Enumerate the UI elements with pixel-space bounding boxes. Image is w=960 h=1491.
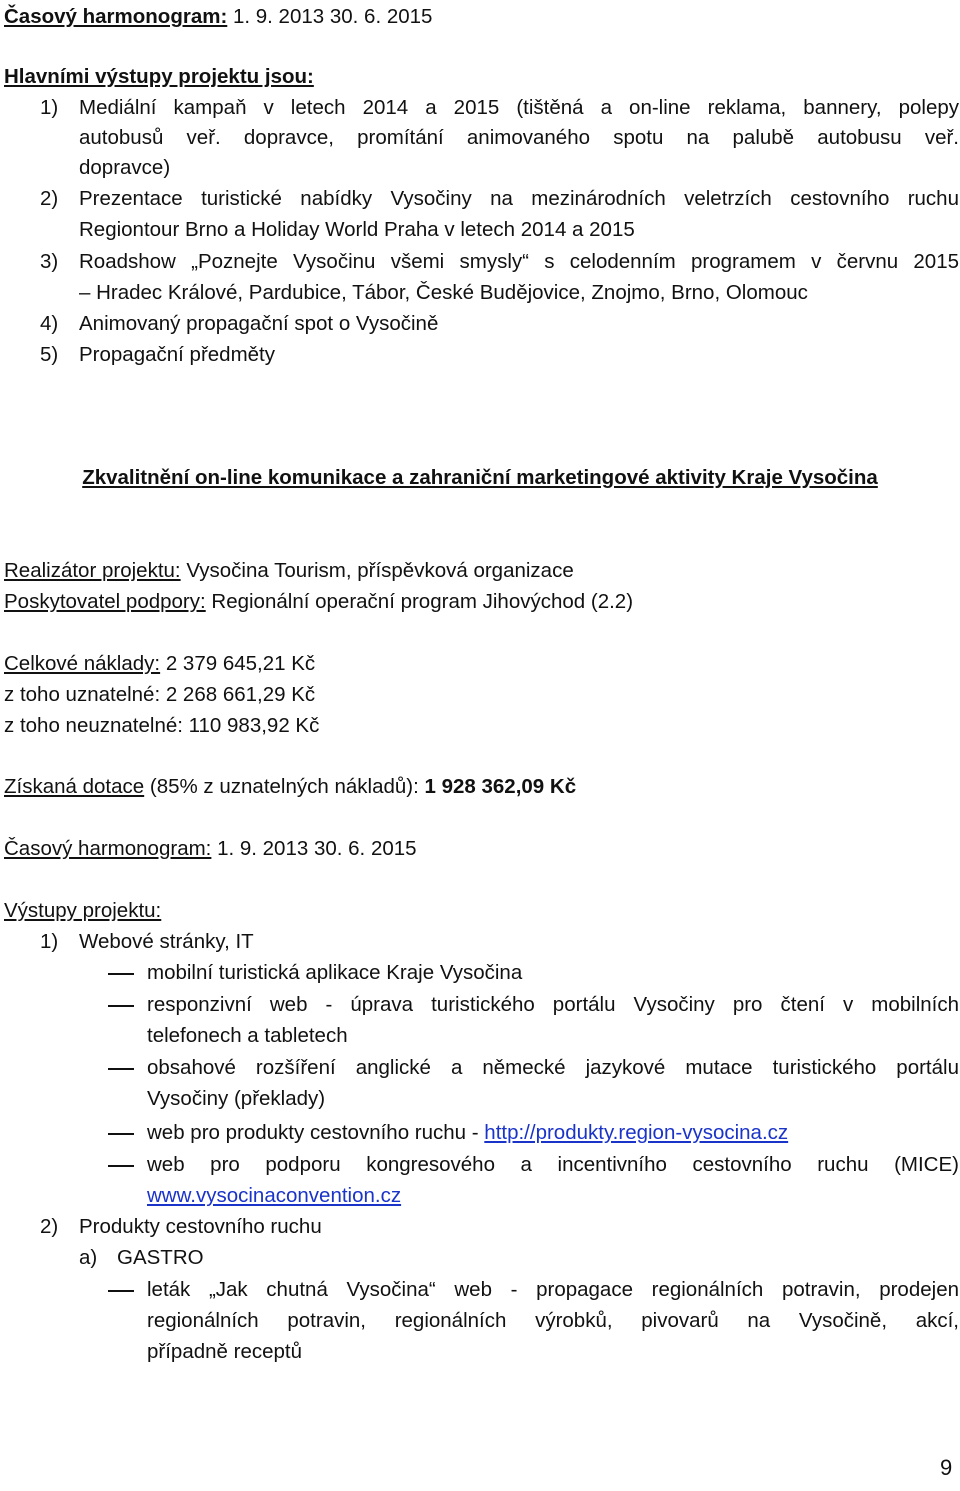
dash-bullet [108, 1165, 134, 1167]
gastro-line1: leták „Jak chutná Vysočina“ web - propagace regionálních potravin, prodejen [147, 1278, 959, 1301]
dash-bullet [108, 1290, 134, 1292]
top-schedule-value: 1. 9. 2013 30. 6. 2015 [227, 5, 433, 28]
schedule [4, 834, 417, 864]
web-item-e-line1: web pro podporu kongresového a incentivního cestovního ruchu (MICE) [147, 1153, 959, 1176]
prod-label: Produkty cestovního ruchu [79, 1215, 322, 1238]
list-item-3-line2: – Hradec Králové, Pardubice, Tábor, České Budějovice, Znojmo, Brno, Olomouc [79, 281, 808, 304]
web-item-c-line1: obsahové rozšíření anglické a německé jazykové mutace turistického portálu [147, 1056, 959, 1079]
ineligible-costs: z toho neuznatelné: 110 983,92 Kč [4, 714, 320, 737]
grant-value: 1 928 362,09 Kč [424, 775, 577, 798]
gastro-line2: regionálních potravin, regionálních výrobků, pivovarů na Vysočině, akcí, [147, 1309, 959, 1332]
dash-bullet [108, 1005, 134, 1007]
prod-num: 2) [40, 1215, 59, 1238]
grant-label: Získaná dotace [4, 775, 145, 798]
web-item-e-line2 [147, 1181, 401, 1211]
total-costs-value: 2 379 645,21 Kč [160, 652, 316, 675]
list-item-1-line3: dopravce) [79, 156, 171, 179]
dash-bullet [108, 1068, 134, 1070]
realizer-label: Realizátor projektu: [4, 559, 181, 582]
gastro-line3: případně receptů [147, 1340, 303, 1363]
web-item-c-line2: Vysočiny (překlady) [147, 1087, 326, 1110]
grant [4, 772, 576, 802]
total-costs [4, 649, 315, 679]
list-item-5: Propagační předměty [79, 343, 276, 366]
web-item-b-line1: responzivní web - úprava turistického portálu Vysočiny pro čtení v mobilních [147, 993, 959, 1016]
list-num-2: 2) [40, 187, 59, 210]
list-num-5: 5) [40, 343, 59, 366]
realizer-value: Vysočina Tourism, příspěvková organizace [180, 559, 574, 582]
gastro-label: GASTRO [117, 1246, 204, 1269]
outputs-heading: Hlavními výstupy projektu jsou: [4, 65, 314, 88]
list-item-1-line2: autobusů veř. dopravce, promítání animovaného spotu na palubě autobusu veř. [79, 126, 959, 149]
web-item-a: mobilní turistická aplikace Kraje Vysočina [147, 961, 523, 984]
list-num-4: 4) [40, 312, 59, 335]
page-number: 9 [940, 1455, 953, 1480]
web-item-b-line2: telefonech a tabletech [147, 1024, 348, 1047]
dash-bullet [108, 973, 134, 975]
outputs2-heading: Výstupy projektu: [4, 899, 162, 922]
schedule-label: Časový harmonogram: [4, 837, 212, 860]
top-schedule-label: Časový harmonogram: [4, 5, 228, 28]
convention-link[interactable]: www.vysocinaconvention.cz [147, 1184, 402, 1207]
list-num-1: 1) [40, 96, 59, 119]
list-item-2-line1: Prezentace turistické nabídky Vysočiny na mezinárodních veletrzích cestovního ruchu [79, 187, 959, 210]
total-costs-label: Celkové náklady: [4, 652, 161, 675]
list-item-1-line1: Mediální kampaň v letech 2014 a 2015 (tištěná a on-line reklama, bannery, polepy [79, 96, 959, 119]
grant-middle: (85% z uznatelných nákladů): [144, 775, 425, 798]
web-item-d [147, 1118, 788, 1148]
gastro-letter: a) [79, 1246, 98, 1269]
top-schedule [4, 2, 432, 32]
schedule-value: 1. 9. 2013 30. 6. 2015 [211, 837, 417, 860]
list-num-3: 3) [40, 250, 59, 273]
web-item-d-text: web pro produkty cestovního ruchu - [147, 1121, 485, 1144]
web-label: Webové stránky, IT [79, 930, 254, 953]
list-item-3-line1: Roadshow „Poznejte Vysočinu všemi smysly“ s celodenním programem v červnu 2015 [79, 250, 959, 273]
eligible-costs: z toho uznatelné: 2 268 661,29 Kč [4, 683, 316, 706]
list-item-4: Animovaný propagační spot o Vysočině [79, 312, 439, 335]
list-item-2-line2: Regiontour Brno a Holiday World Praha v letech 2014 a 2015 [79, 218, 635, 241]
project-title: Zkvalitnění on-line komunikace a zahraniční marketingové aktivity Kraje Vysočina [82, 466, 878, 489]
provider [4, 587, 633, 617]
provider-value: Regionální operační program Jihovýchod (2.2) [205, 590, 634, 613]
dash-bullet [108, 1133, 134, 1135]
realizer [4, 556, 574, 586]
web-num: 1) [40, 930, 59, 953]
provider-label: Poskytovatel podpory: [4, 590, 206, 613]
produkty-link[interactable]: http://produkty.region-vysocina.cz [484, 1121, 789, 1144]
